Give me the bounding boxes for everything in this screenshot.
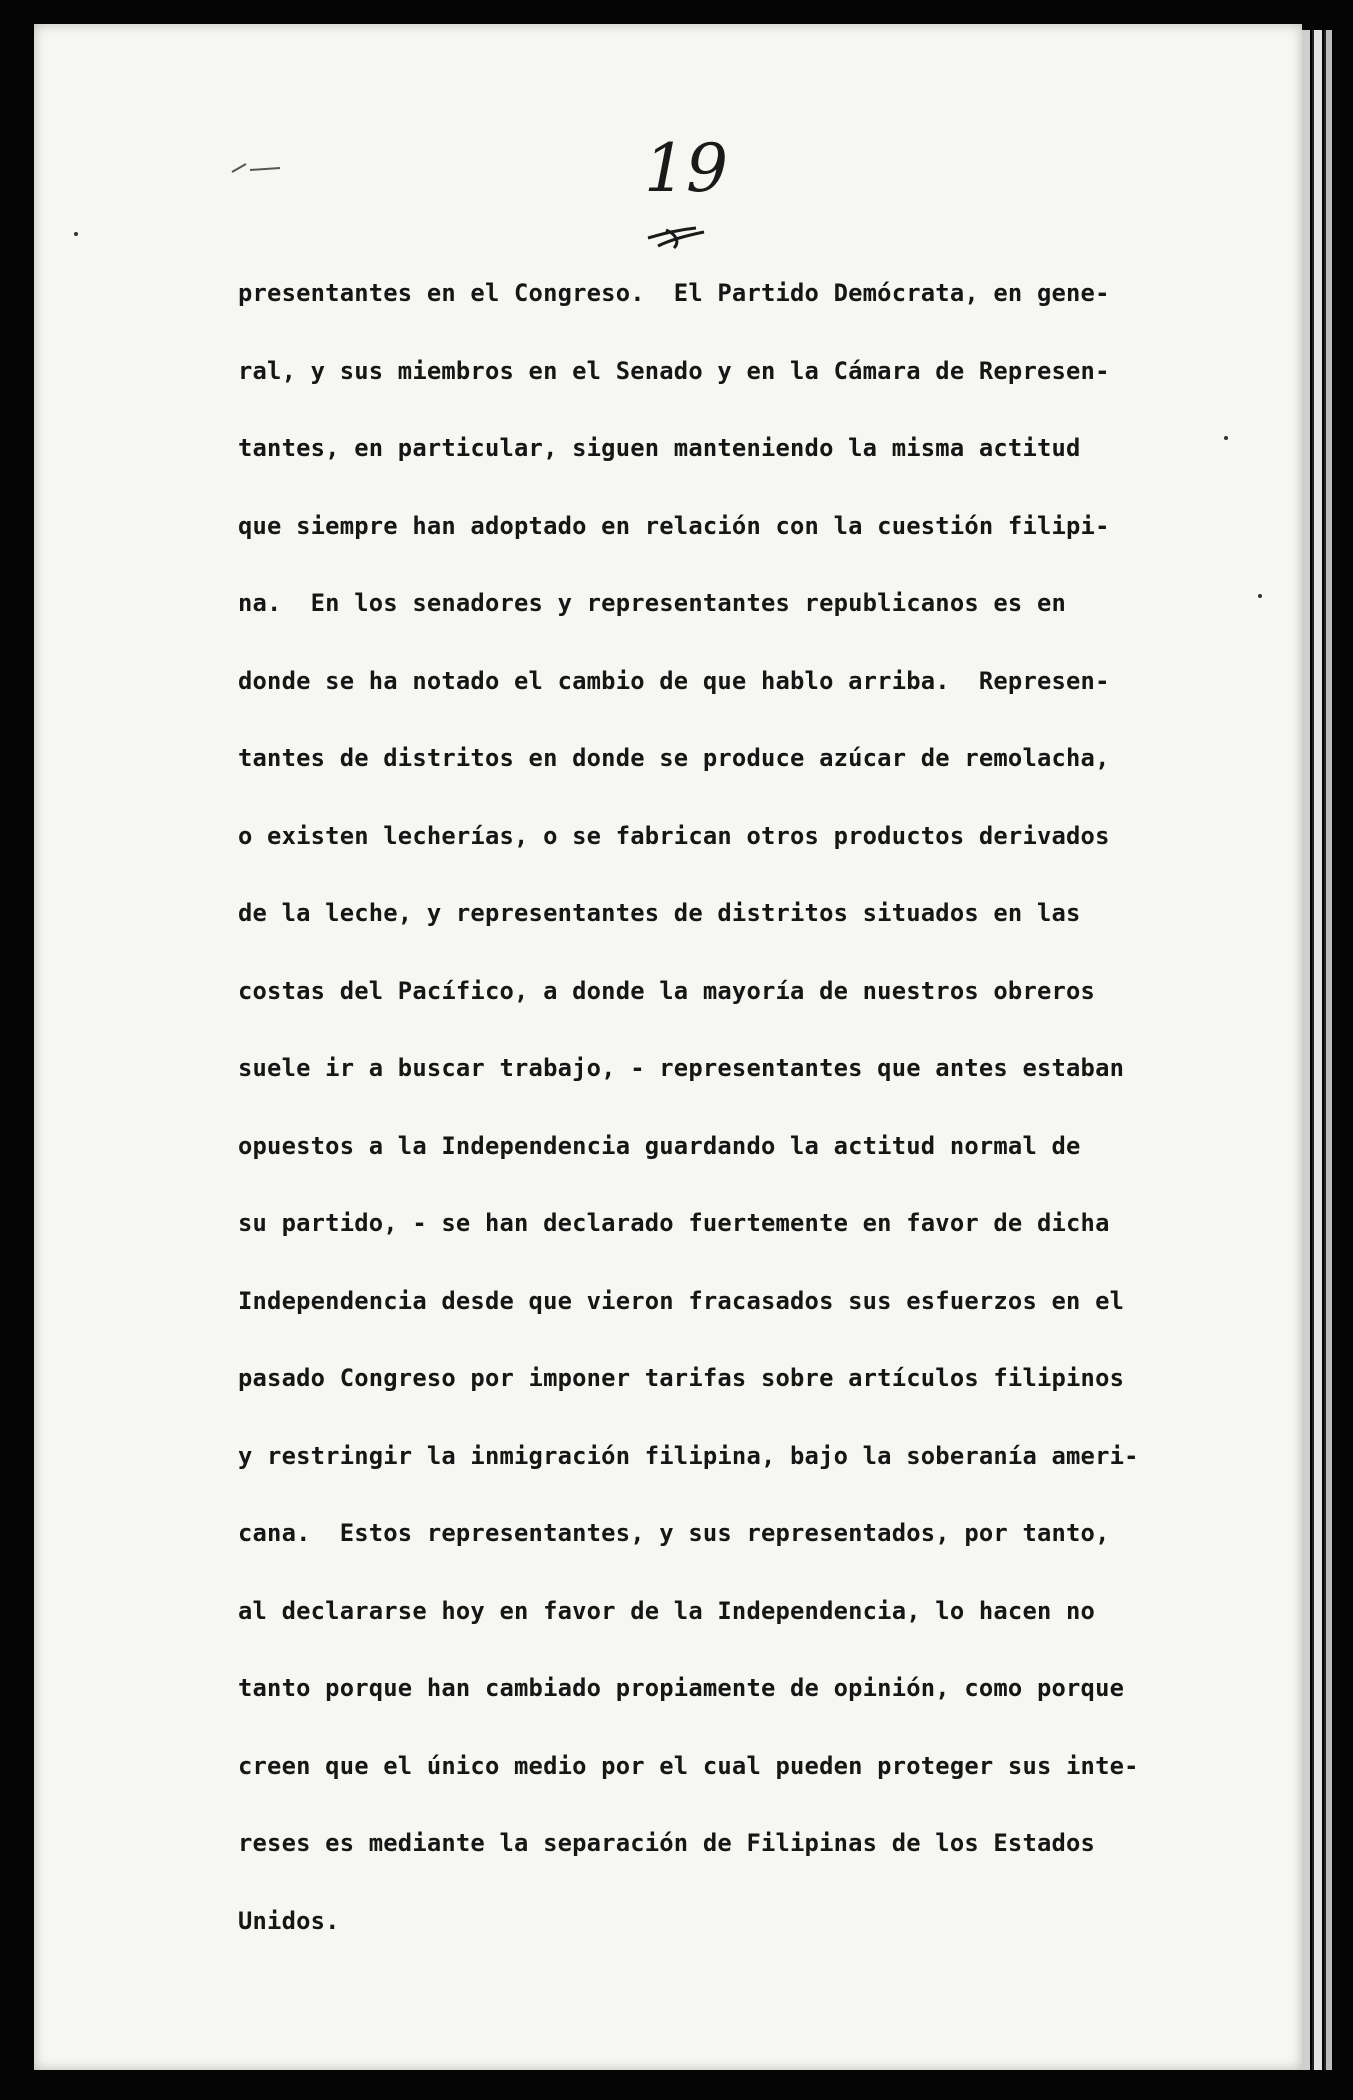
text-line: tantes de distritos en donde se produce azúcar de remolacha, (238, 744, 1110, 772)
text-line: su partido, - se han declarado fuertemente en favor de dicha (238, 1209, 1110, 1237)
text-line: Unidos. (238, 1906, 340, 1935)
text-line: y restringir la inmigración filipina, bajo la soberanía ameri- (238, 1441, 1139, 1470)
text-line: costas del Pacífico, a donde la mayoría de nuestros obreros (238, 976, 1096, 1005)
text-line: Independencia desde que vieron fracasados sus esfuerzos en el (238, 1286, 1125, 1315)
document-page (34, 24, 1302, 2070)
sheet-edge (1324, 30, 1332, 2070)
sheet-edge (1312, 30, 1322, 2070)
text-line: reses es mediante la separación de Filipinas de los Estados (238, 1829, 1096, 1857)
text-line: creen que el único medio por el cual pueden proteger sus inte- (238, 1751, 1139, 1780)
text-line: na. En los senadores y representantes republicanos es en (238, 589, 1067, 617)
text-line: cana. Estos representantes, y sus representados, por tanto, (238, 1519, 1110, 1547)
speck (74, 232, 78, 236)
text-line: al declararse hoy en favor de la Independencia, lo hacen no (238, 1596, 1096, 1625)
text-line: suele ir a buscar trabajo, - representantes que antes estaban (238, 1054, 1125, 1082)
text-line: que siempre han adoptado en relación con la cuestión filipi- (238, 511, 1110, 540)
text-line: opuestos a la Independencia guardando la actitud normal de (238, 1131, 1081, 1160)
typed-text-block (238, 278, 1228, 1946)
struck-out-number (646, 224, 710, 250)
text-line: de la leche, y representantes de distritos situados en las (238, 899, 1081, 927)
text-line: donde se ha notado el cambio de que hablo arriba. Represen- (238, 666, 1110, 695)
text-line: o existen lecherías, o se fabrican otros productos derivados (238, 821, 1110, 850)
text-line: presentantes en el Congreso. El Partido Demócrata, en gene- (238, 279, 1110, 307)
pencil-mark (228, 152, 288, 182)
text-line: ral, y sus miembros en el Senado y en la Cámara de Represen- (238, 356, 1110, 385)
folio-number: 19 (644, 130, 728, 207)
text-line: tantes, en particular, siguen manteniendo la misma actitud (238, 434, 1081, 462)
text-line: tanto porque han cambiado propiamente de opinión, como porque (238, 1674, 1125, 1702)
text-line: pasado Congreso por imponer tarifas sobre artículos filipinos (238, 1364, 1125, 1392)
speck (1258, 594, 1262, 598)
